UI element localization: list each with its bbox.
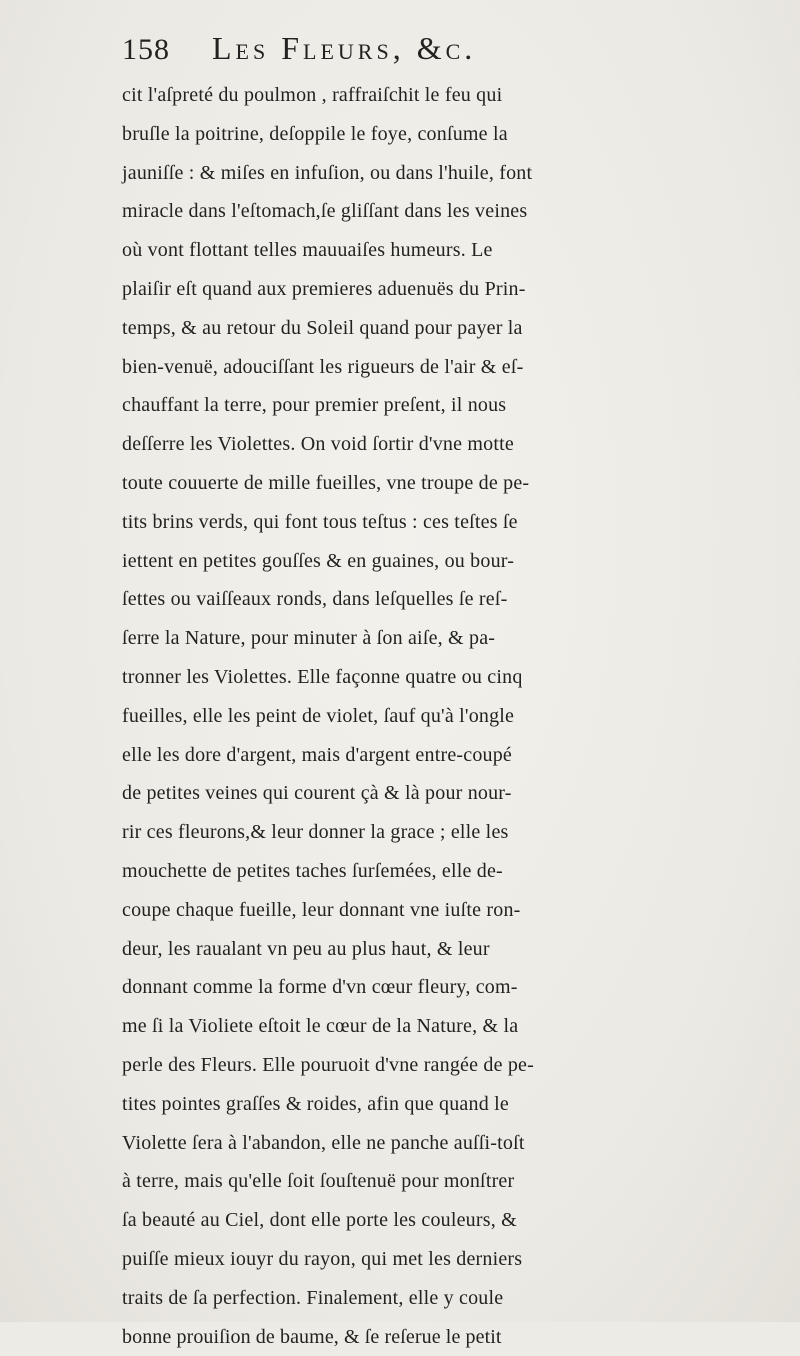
- text-line: ſettes ou vaiſſeaux ronds, dans leſquelles ſe reſ-: [122, 580, 800, 619]
- text-line: perle des Fleurs. Elle pouruoit d'vne rangée de pe-: [122, 1046, 800, 1085]
- text-line: où vont flottant telles mauuaiſes humeurs. Le: [122, 231, 800, 270]
- text-line: coupe chaque fueille, leur donnant vne iuſte ron-: [122, 891, 800, 930]
- text-line: rir ces fleurons,& leur donner la grace ; elle les: [122, 813, 800, 852]
- text-line: ſa beauté au Ciel, dont elle porte les couleurs, &: [122, 1201, 800, 1240]
- text-line: donnant comme la forme d'vn cœur fleury, com-: [122, 968, 800, 1007]
- text-line: jauniſſe : & miſes en infuſion, ou dans l'huile, font: [122, 154, 800, 193]
- text-line: deur, les raualant vn peu au plus haut, & leur: [122, 930, 800, 969]
- text-line: puiſſe mieux iouyr du rayon, qui met les derniers: [122, 1240, 800, 1279]
- text-line: traits de ſa perfection. Finalement, elle y coule: [122, 1279, 800, 1318]
- text-line: à terre, mais qu'elle ſoit ſouſtenuë pour monſtrer: [122, 1162, 800, 1201]
- text-line: ſerre la Nature, pour minuter à ſon aiſe, & pa-: [122, 619, 800, 658]
- running-title: Les Fleurs, &c.: [212, 30, 476, 67]
- text-line: elle les dore d'argent, mais d'argent entre-coupé: [122, 736, 800, 775]
- text-line: bruſle la poitrine, deſoppile le foye, conſume la: [122, 115, 800, 154]
- page-header: [122, 30, 476, 80]
- text-line: tronner les Violettes. Elle façonne quatre ou cinq: [122, 658, 800, 697]
- text-line: de petites veines qui courent çà & là pour nour-: [122, 774, 800, 813]
- text-line: Violette ſera à l'abandon, elle ne panche auſſi-toſt: [122, 1124, 800, 1163]
- text-line: tits brins verds, qui font tous teſtus : ces teſtes ſe: [122, 503, 800, 542]
- text-line: chauffant la terre, pour premier preſent, il nous: [122, 386, 800, 425]
- text-line: bonne prouiſion de baume, & ſe reſerue le petit: [122, 1318, 800, 1356]
- text-line: tites pointes graſſes & roides, afin que quand le: [122, 1085, 800, 1124]
- text-line: plaiſir eſt quand aux premieres aduenuës du Prin-: [122, 270, 800, 309]
- text-line: mouchette de petites taches ſurſemées, elle de-: [122, 852, 800, 891]
- text-line: temps, & au retour du Soleil quand pour payer la: [122, 309, 800, 348]
- text-line: toute couuerte de mille fueilles, vne troupe de pe-: [122, 464, 800, 503]
- text-line: fueilles, elle les peint de violet, ſauf qu'à l'ongle: [122, 697, 800, 736]
- body-text: [122, 76, 800, 1356]
- text-line: cit l'aſpreté du poulmon , raffraiſchit le feu qui: [122, 76, 800, 115]
- text-line: me ſi la Violiete eſtoit le cœur de la Nature, & la: [122, 1007, 800, 1046]
- text-line: miracle dans l'eſtomach,ſe gliſſant dans les veines: [122, 192, 800, 231]
- page-number: 158: [122, 33, 170, 67]
- text-line: iettent en petites gouſſes & en guaines, ou bour-: [122, 542, 800, 581]
- text-line: bien-venuë, adouciſſant les rigueurs de l'air & eſ-: [122, 348, 800, 387]
- text-line: deſſerre les Violettes. On void ſortir d'vne motte: [122, 425, 800, 464]
